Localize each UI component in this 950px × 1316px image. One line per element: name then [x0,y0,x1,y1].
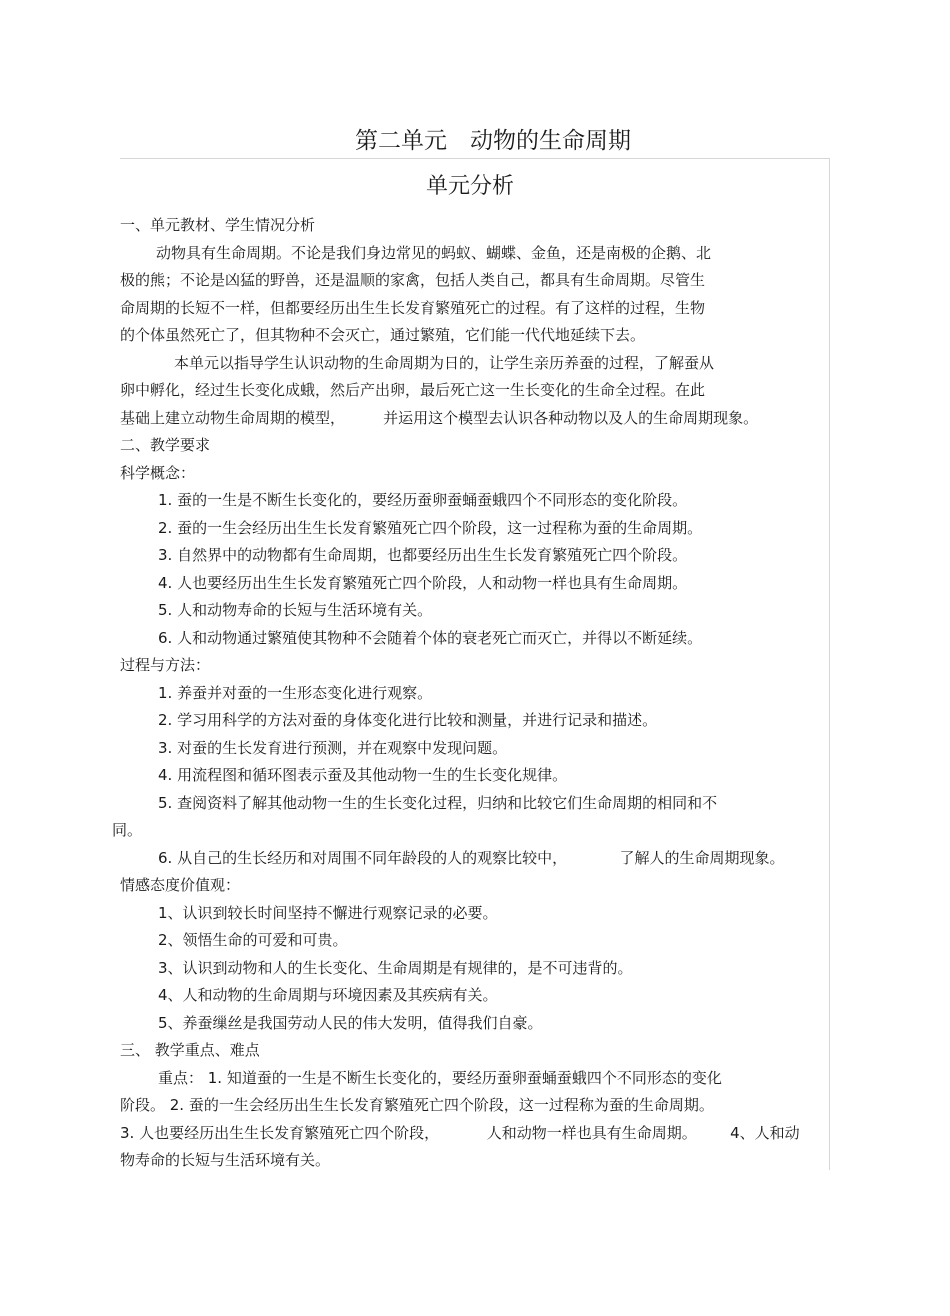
subheading: 过程与方法： [120,656,211,674]
paragraph-line: 的个体虽然死亡了，但其物种不会灭亡，通过繁殖，它们能一代代地延续下去。 [120,326,646,344]
list-item: 3、认识到动物和人的生长变化、生命周期是有规律的，是不可违背的。 [158,958,633,977]
list-item-continuation: 同。 [112,821,143,839]
paragraph-line: 极的熊；不论是凶猛的野兽，还是温顺的家禽，包括人类自己，都具有生命周期。尽管生 [120,271,706,289]
list-item: 5、养蚕缫丝是我国劳动人民的伟大发明，值得我们自豪。 [158,1013,543,1032]
document-body [112,212,832,1175]
list-item: 5. 人和动物寿命的长短与生活环境有关。 [158,601,433,619]
paragraph-line: 本单元以指导学生认识动物的生命周期为日的，让学生亲历养蚕的过程，了解蚕从 [174,353,715,372]
list-item: 1. 养蚕并对蚕的一生形态变化进行观察。 [158,683,433,702]
list-item: 3. 自然界中的动物都有生命周期，也都要经历出生生长发育繁殖死亡四个阶段。 [158,546,688,564]
paragraph-line: 重点： 1. 知道蚕的一生是不断生长变化的，要经历蚕卵蚕蛹蚕蛾四个不同形态的变化 [158,1068,722,1087]
paragraph-line: 阶段。 2. 蚕的一生会经历出生生长发育繁殖死亡四个阶段，这一过程称为蚕的生命周期。 [120,1096,714,1114]
list-item: 2. 学习用科学的方法对蚕的身体变化进行比较和测量，并进行记录和描述。 [158,711,658,729]
heading-1: 一、单元教材、学生情况分析 [120,216,316,234]
paragraph-line: 3. 人也要经历出生生长发育繁殖死亡四个阶段， 人和动物一样也具有生命周期。 4、人和动 [120,1123,800,1142]
section-title: 单元分析 [425,174,514,199]
frame-top-border [120,158,830,159]
heading-3: 三、 教学重点、难点 [120,1041,260,1059]
heading-2: 二、教学要求 [120,436,211,454]
list-item: 4. 用流程图和循环图表示蚕及其他动物一生的生长变化规律。 [158,766,568,784]
paragraph-line: 卵中孵化，经过生长变化成蛾，然后产出卵，最后死亡这一生长变化的生命全过程。在此 [120,381,706,399]
list-item: 5. 查阅资料了解其他动物一生的生长变化过程，归纳和比较它们生命周期的相同和不 [158,793,718,812]
list-item: 1. 蚕的一生是不断生长变化的，要经历蚕卵蚕蛹蚕蛾四个不同形态的变化阶段。 [158,491,688,509]
list-item: 2. 蚕的一生会经历出生生长发育繁殖死亡四个阶段，这一过程称为蚕的生命周期。 [158,518,703,537]
list-item: 4、人和动物的生命周期与环境因素及其疾病有关。 [158,986,498,1004]
subheading: 科学概念： [120,463,196,482]
list-item: 4. 人也要经历出生生长发育繁殖死亡四个阶段，人和动物一样也具有生命周期。 [158,573,688,592]
paragraph-line: 动物具有生命周期。不论是我们身边常见的蚂蚁、蝴蝶、金鱼，还是南极的企鹅、北 [156,243,712,262]
paragraph-line: 基础上建立动物生命周期的模型， 并运用这个模型去认识各种动物以及人的生命周期现象。 [120,408,759,427]
paragraph-line: 物寿命的长短与生活环境有关。 [120,1151,331,1169]
list-item: 3. 对蚕的生长发育进行预测，并在观察中发现问题。 [158,738,508,757]
list-item: 6. 从自己的生长经历和对周围不同年龄段的人的观察比较中， 了解人的生命周期现象。 [158,848,785,867]
list-item: 6. 人和动物通过繁殖使其物种不会随着个体的衰老死亡而灭亡，并得以不断延续。 [158,628,703,647]
list-item: 2、领悟生命的可爱和可贵。 [158,931,348,949]
list-item: 1、认识到较长时间坚持不懈进行观察记录的必要。 [158,903,498,922]
subheading: 情感态度价值观： [120,876,241,894]
paragraph-line: 命周期的长短不一样，但都要经历出生生长发育繁殖死亡的过程。有了这样的过程，生物 [120,298,706,317]
page-title: 第二单元 动物的生命周期 [355,128,631,154]
